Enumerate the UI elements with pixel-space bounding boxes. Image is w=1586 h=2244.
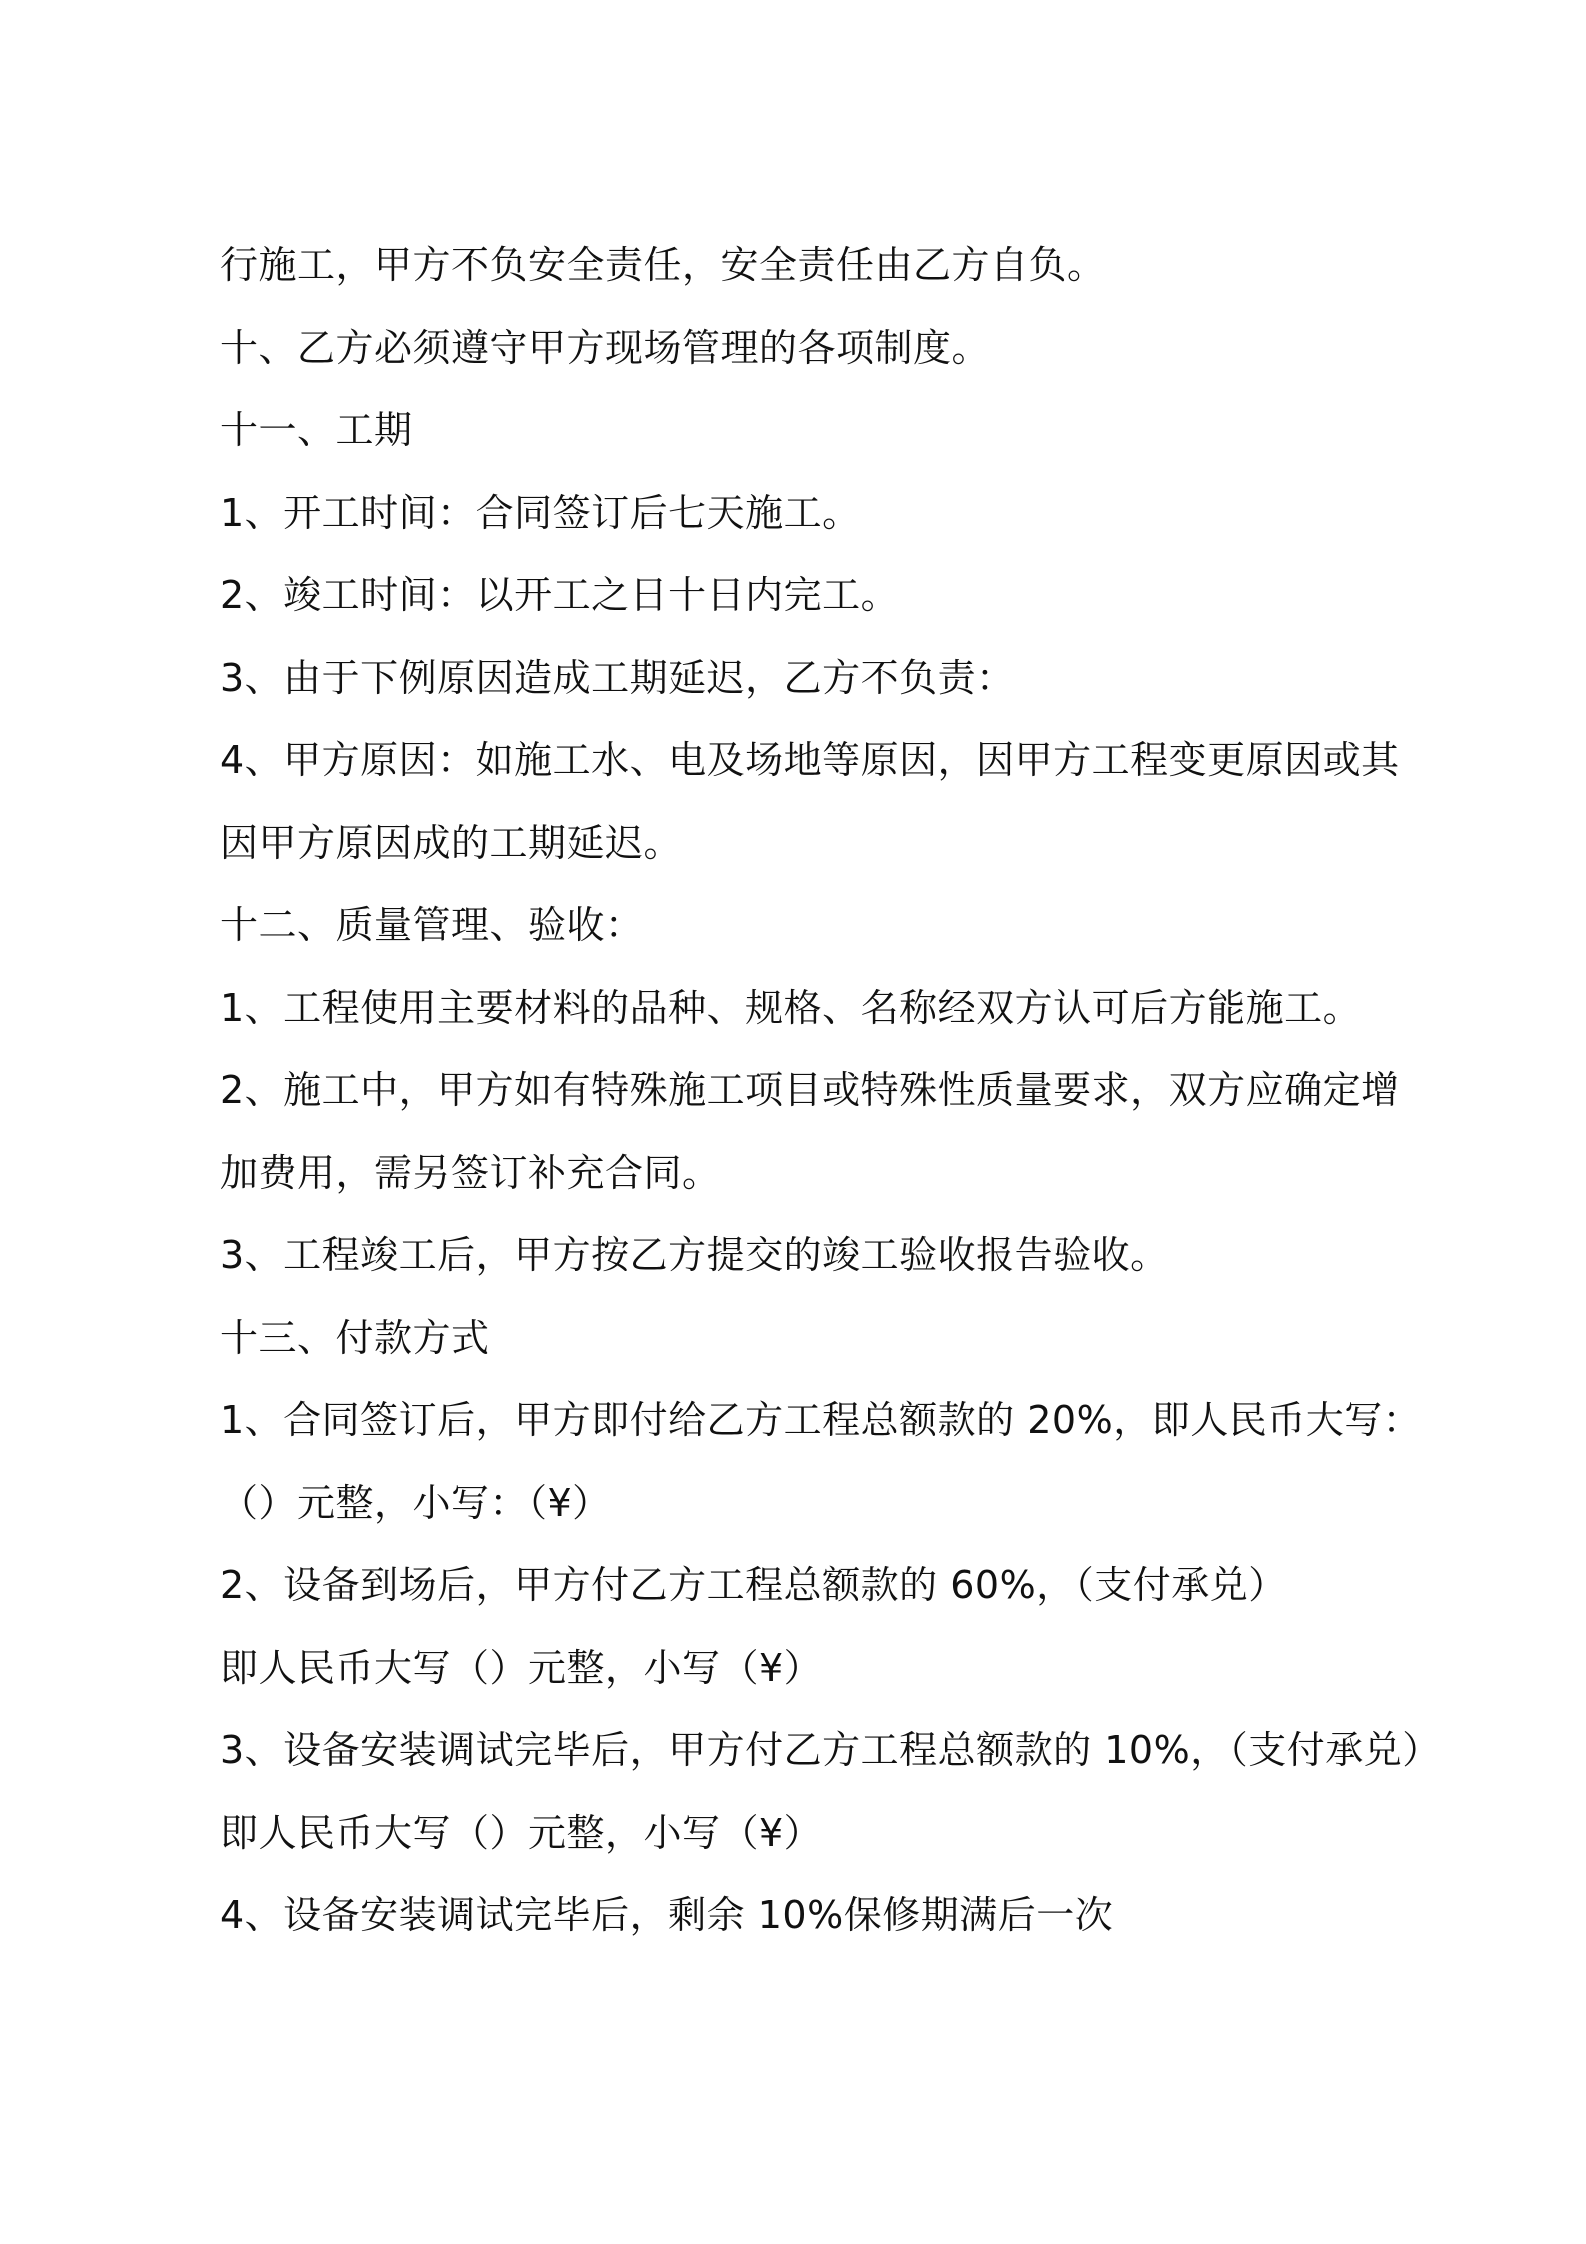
payment-item-3: 3、设备安装调试完毕后，甲方付乙方工程总额款的 10%，（支付承兑） — [220, 1728, 1441, 1772]
schedule-item-4: 4、甲方原因：如施工水、电及场地等原因，因甲方工程变更原因或其 — [220, 738, 1400, 782]
quality-item-3: 3、工程竣工后，甲方按乙方提交的竣工验收报告验收。 — [220, 1233, 1169, 1277]
document-body — [220, 224, 1441, 1957]
section-heading-quality: 十二、质量管理、验收： — [220, 903, 644, 947]
schedule-item-1: 1、开工时间：合同签订后七天施工。 — [220, 490, 861, 535]
schedule-item-2: 2、竣工时间：以开工之日十日内完工。 — [220, 573, 900, 617]
payment-item-4: 4、设备安装调试完毕后，剩余 10%保修期满后一次 — [220, 1893, 1114, 1937]
schedule-item-4-continued: 因甲方原因成的工期延迟。 — [220, 820, 683, 865]
text-line-safety-responsibility: 行施工，甲方不负安全责任，安全责任由乙方自负。 — [220, 243, 1106, 287]
quality-item-2: 2、施工中，甲方如有特殊施工项目或特殊性质量要求，双方应确定增 — [220, 1068, 1400, 1112]
quality-item-2-continued: 加费用，需另签订补充合同。 — [220, 1150, 721, 1195]
quality-item-1: 1、工程使用主要材料的品种、规格、名称经双方认可后方能施工。 — [220, 985, 1362, 1030]
clause-10: 十、乙方必须遵守甲方现场管理的各项制度。 — [220, 325, 991, 370]
payment-item-1-continued: （）元整，小写：（¥） — [220, 1480, 611, 1525]
payment-item-3-continued: 即人民币大写（）元整，小写（¥） — [220, 1810, 823, 1855]
section-heading-schedule: 十一、工期 — [220, 408, 413, 452]
payment-item-1: 1、合同签订后，甲方即付给乙方工程总额款的 20%，即人民币大写： — [220, 1398, 1422, 1442]
section-heading-payment: 十三、付款方式 — [220, 1315, 490, 1360]
payment-item-2: 2、设备到场后，甲方付乙方工程总额款的 60%，（支付承兑） — [220, 1563, 1287, 1607]
payment-item-2-continued: 即人民币大写（）元整，小写（¥） — [220, 1645, 823, 1690]
schedule-item-3: 3、由于下例原因造成工期延迟，乙方不负责： — [220, 655, 1015, 700]
